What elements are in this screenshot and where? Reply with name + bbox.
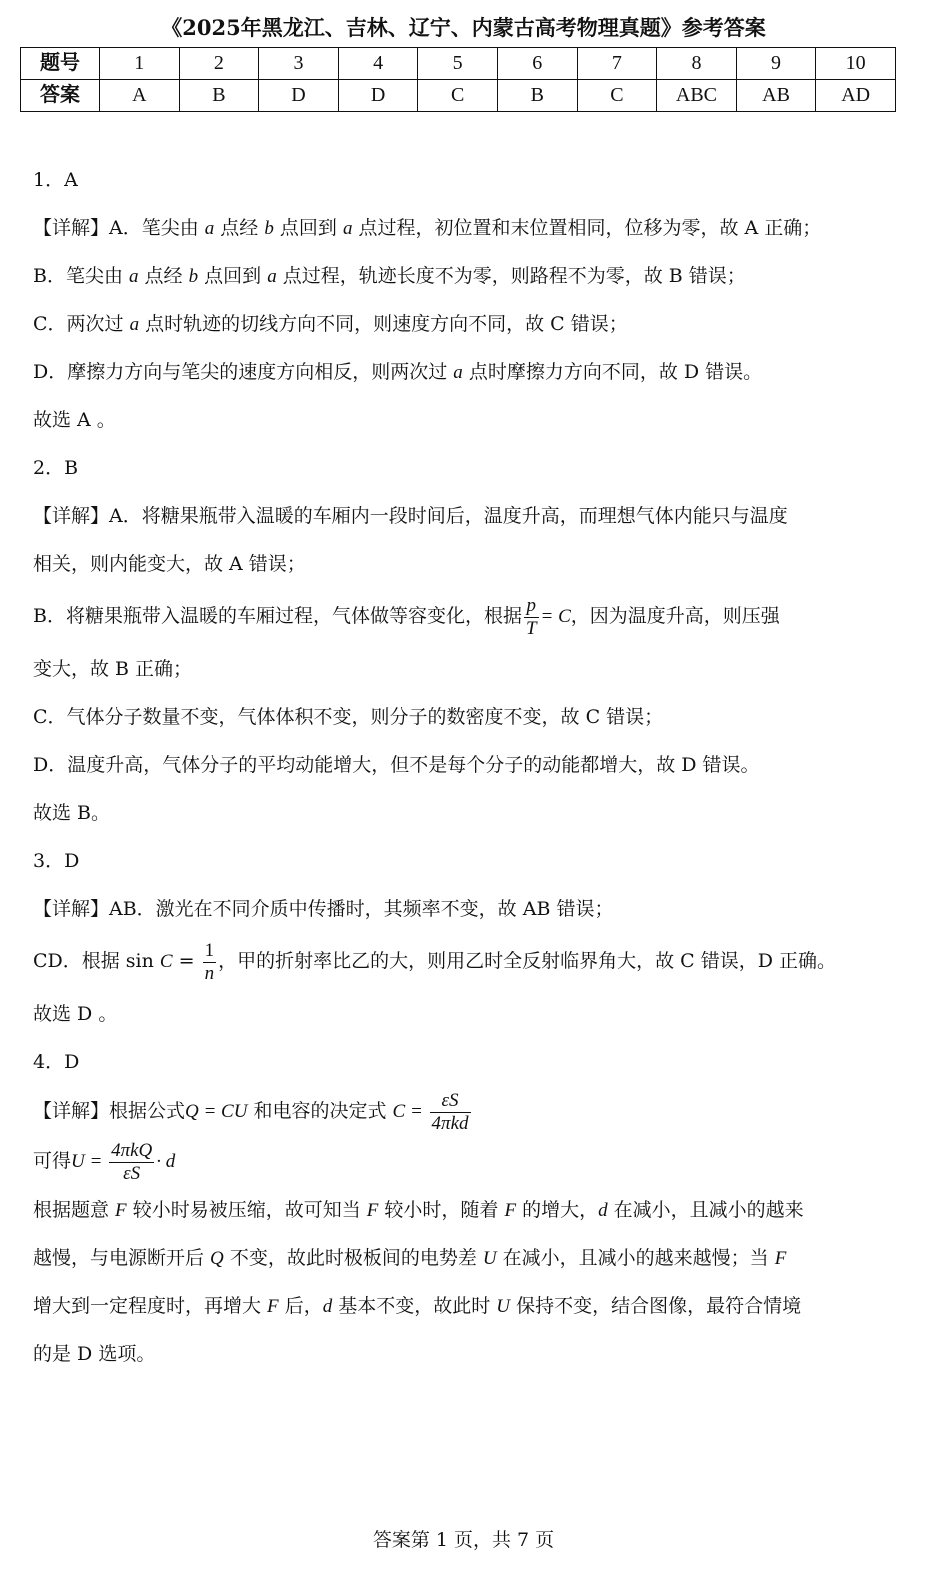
question-number-row	[21, 48, 896, 80]
question-4-paragraph-line2: 越慢，与电源断开后 Q 不变，故此时极板间的电势差 U 在减小，且减小的越来越慢；当 F	[33, 1247, 787, 1269]
fraction-voltage: $\frac{\text{4πkQ}}{\varepsilon S}$	[111, 1139, 153, 1184]
question-number-cell: 10	[816, 48, 896, 80]
question-2-explanation-a-line1: 【详解】A．将糖果瓶带入温暖的车厢内一段时间后，温度升高，而理想气体内能只与温度	[33, 505, 788, 527]
row-header-question: 题号	[21, 48, 100, 80]
question-number-cell: 4	[338, 48, 418, 80]
answer-cell: B	[497, 80, 577, 112]
question-number-cell: 7	[577, 48, 657, 80]
question-1-explanation-a: 【详解】A．笔尖由 a 点经 b 点回到 a 点过程，初位置和末位置相同，位移为零，故 A 正确；	[33, 217, 822, 239]
document-title: 《2025年黑龙江、吉林、辽宁、内蒙古高考物理真题》参考答案	[161, 15, 766, 40]
answer-cell: ABC	[657, 80, 737, 112]
question-2-explanation-c: C．气体分子数量不变，气体体积不变，则分子的数密度不变，故 C 错误；	[33, 706, 664, 728]
question-number-cell: 3	[259, 48, 339, 80]
question-3-explanation-cd: CD．根据 sin C = $\frac{1}{n}$ ，甲的折射率比乙的大，则用乙时全反射临界角大，故 C 错误，D 正确。	[33, 939, 837, 984]
page-footer: 答案第 1 页，共 7 页	[372, 1529, 555, 1551]
answer-cell: B	[179, 80, 259, 112]
question-4-paragraph-line3: 增大到一定程度时，再增大 F 后，d 基本不变，故此时 U 保持不变，结合图像，最符合情境	[33, 1295, 802, 1317]
question-1-explanation-d: D．摩擦力方向与笔尖的速度方向相反，则两次过 a 点时摩擦力方向不同，故 D 错误。	[33, 361, 763, 383]
question-3-conclusion: 故选 D 。	[33, 1003, 118, 1025]
question-2-heading: 2．B	[33, 457, 79, 479]
question-number-cell: 2	[179, 48, 259, 80]
row-header-answer: 答案	[21, 80, 100, 112]
fraction-1-over-n: $\frac{1}{n}$	[204, 939, 215, 984]
question-4-paragraph-line4: 的是 D 选项。	[33, 1343, 156, 1365]
fraction-capacitance: $\frac{\varepsilon S}{\text{4πkd}}$	[431, 1089, 469, 1134]
question-2-explanation-b-line1: B．将糖果瓶带入温暖的车厢过程，气体做等容变化，根据 $\frac{p}{T}$ = C，因为温度升高，则压强	[33, 594, 780, 639]
answer-cell: D	[338, 80, 418, 112]
question-3-explanation-ab: 【详解】AB．激光在不同介质中传播时，其频率不变，故 AB 错误；	[33, 898, 614, 920]
question-number-cell: 9	[736, 48, 816, 80]
answer-row	[21, 80, 896, 112]
answer-cell: D	[259, 80, 339, 112]
question-4-formula-line2: 可得U = $\frac{\text{4πkQ}}{\varepsilon S}$ · d	[33, 1139, 176, 1184]
question-2-explanation-d: D．温度升高，气体分子的平均动能增大，但不是每个分子的动能都增大，故 D 错误。	[33, 754, 760, 776]
question-1-heading: 1．A	[33, 169, 78, 191]
question-number-cell: 5	[418, 48, 498, 80]
solutions-body	[33, 156, 893, 1378]
question-number-cell: 1	[100, 48, 180, 80]
question-1-conclusion: 故选 A 。	[33, 409, 116, 431]
answer-cell: AD	[816, 80, 896, 112]
answer-cell: AB	[736, 80, 816, 112]
answer-cell: C	[577, 80, 657, 112]
question-1-explanation-c: C．两次过 a 点时轨迹的切线方向不同，则速度方向不同，故 C 错误；	[33, 313, 628, 335]
question-4-paragraph-line1: 根据题意 F 较小时易被压缩，故可知当 F 较小时，随着 F 的增大，d 在减小，且减小的越来	[33, 1199, 804, 1221]
fraction-p-over-t: $\frac{p}{T}$	[525, 594, 537, 639]
answer-cell: A	[100, 80, 180, 112]
question-2-conclusion: 故选 B。	[33, 802, 111, 824]
answer-table	[20, 47, 896, 112]
question-1-explanation-b: B．笔尖由 a 点经 b 点回到 a 点过程，轨迹长度不为零，则路程不为零，故 B 错误；	[33, 265, 746, 287]
question-2-explanation-b-line2: 变大，故 B 正确；	[33, 658, 193, 680]
question-4-heading: 4．D	[33, 1051, 80, 1073]
question-4-formula-line1: 【详解】根据公式Q = CU 和电容的决定式 C = $\frac{\varepsilon S}{\text{4πkd}}$	[33, 1089, 469, 1134]
question-number-cell: 6	[497, 48, 577, 80]
answer-cell: C	[418, 80, 498, 112]
question-3-heading: 3．D	[33, 850, 80, 872]
question-number-cell: 8	[657, 48, 737, 80]
question-2-explanation-a-line2: 相关，则内能变大，故 A 错误；	[33, 553, 306, 575]
